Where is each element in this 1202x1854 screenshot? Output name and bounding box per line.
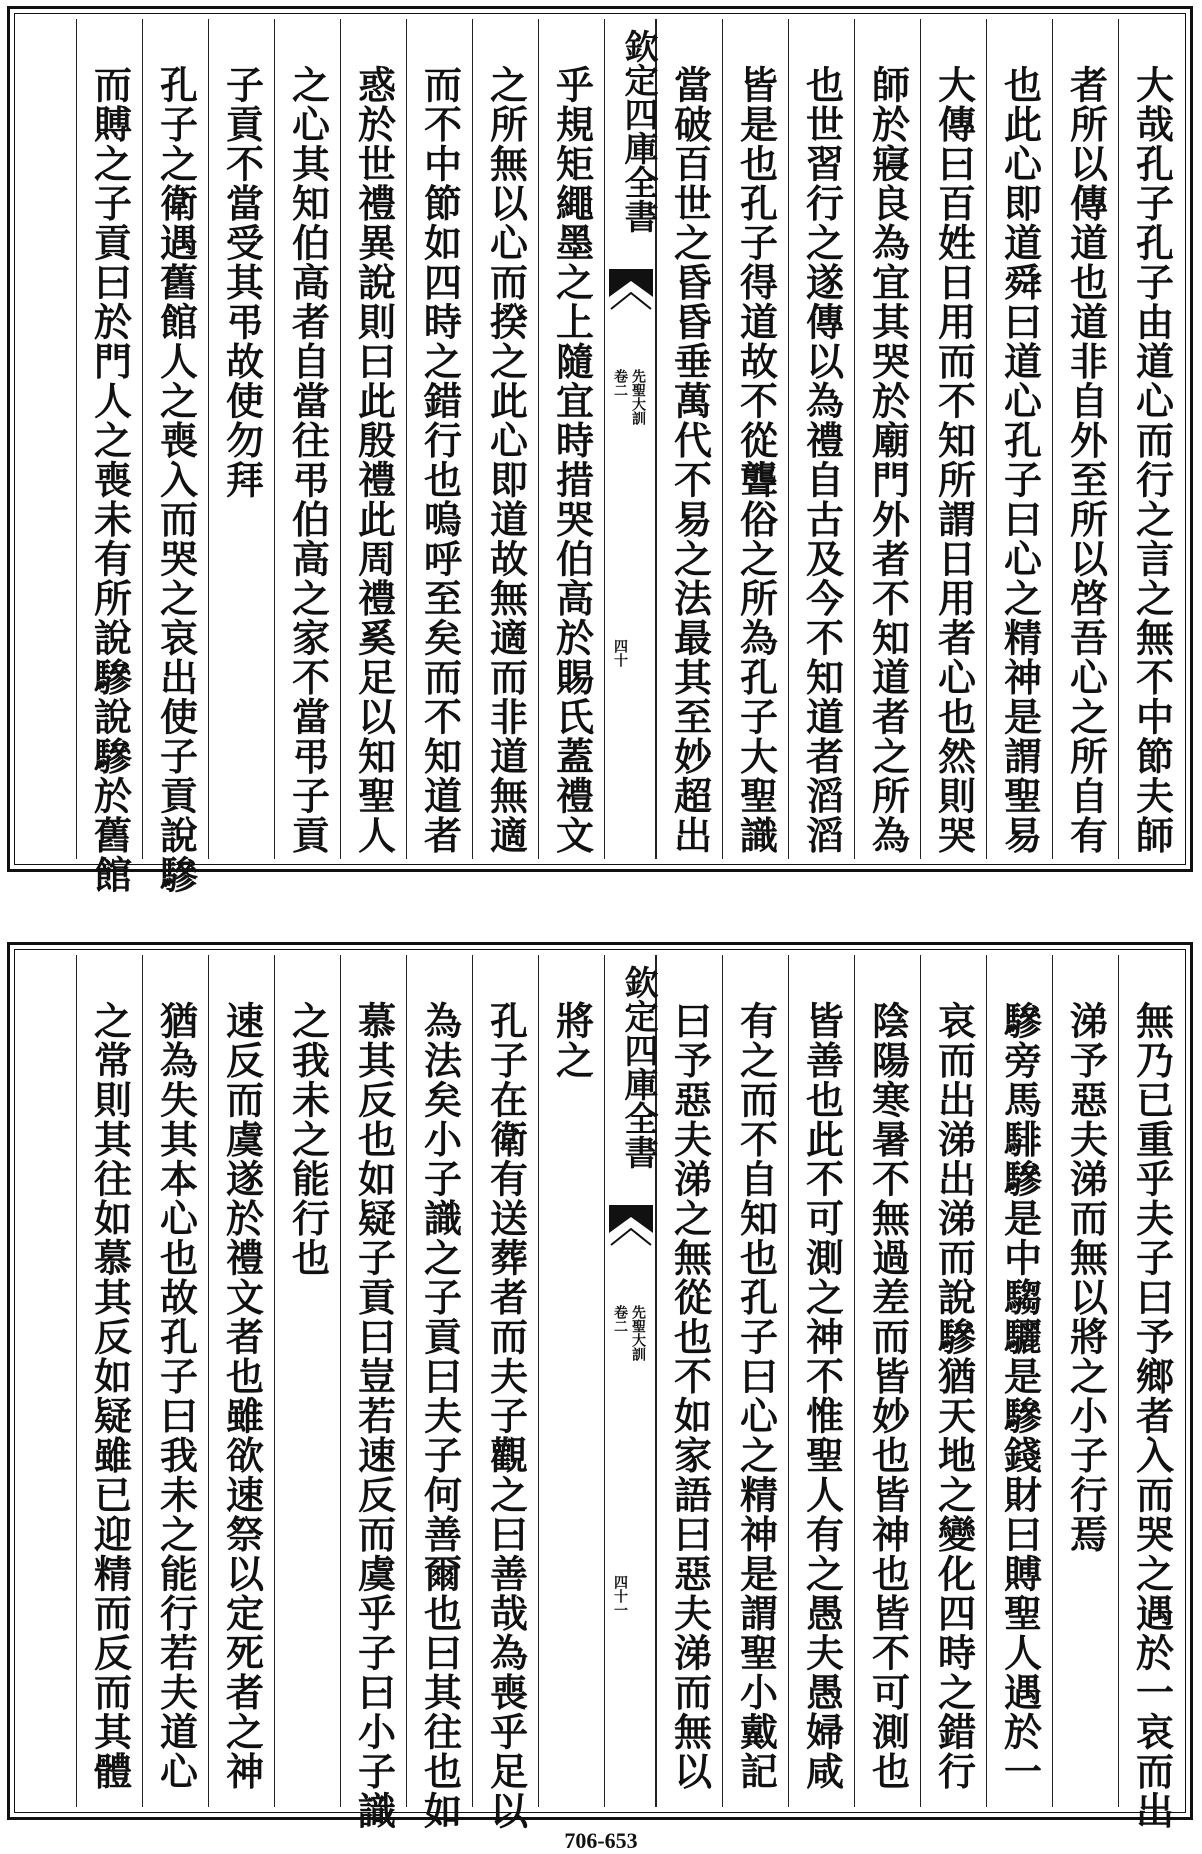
collection-title: 欽定四庫全書 (618, 29, 658, 233)
column-text: 大傳曰百姓日用而不知所謂日用者心也然則哭 (931, 65, 977, 855)
text-column (76, 955, 142, 1807)
column-text: 涕予惡夫涕而無以將之小子行焉 (1063, 1001, 1109, 1554)
column-text: 驂旁馬騑驂是中騶驪是驂錢財曰賻聖人遇於一 (997, 1001, 1043, 1791)
text-column (208, 19, 274, 859)
text-column (1118, 19, 1184, 859)
fishtail-mark-icon (609, 1205, 653, 1249)
column-text: 將之 (549, 1001, 595, 1080)
text-column (986, 955, 1052, 1807)
text-column (788, 19, 854, 859)
text-column (274, 955, 340, 1807)
book-title: 先聖大訓 (630, 369, 646, 425)
text-column (920, 19, 986, 859)
center-margin-strip (604, 19, 656, 859)
text-column (340, 955, 406, 1831)
collection-title: 欽定四庫全書 (618, 965, 658, 1169)
column-text: 孔子在衛有送葬者而夫子觀之曰善哉為喪乎足以 (483, 1001, 529, 1831)
text-column (406, 955, 472, 1831)
upper-page-block (7, 6, 1193, 895)
folio-number: 四十一 (612, 1575, 628, 1617)
text-column (656, 955, 722, 1807)
volume-label: 卷二 (612, 369, 628, 397)
column-text: 之常則其往如慕其反如疑雖已迎精而反而其體 (87, 1001, 133, 1791)
text-column (274, 19, 340, 859)
text-column (722, 19, 788, 859)
text-column (142, 19, 208, 895)
column-text: 速反而虞遂於禮文者也雖欲速祭以定死者之神 (219, 1001, 265, 1791)
lower-page-block (7, 942, 1193, 1831)
volume-label: 卷二 (612, 1305, 628, 1333)
text-column (1052, 19, 1118, 859)
column-text: 惑於世禮異說則曰此殷禮此周禮奚足以知聖人 (351, 65, 397, 855)
column-text: 師於寢良為宜其哭於廟門外者不知道者之所為 (865, 65, 911, 855)
column-text: 孔子之衛遇舊館人之喪入而哭之哀出使子貢說驂 (153, 65, 199, 895)
column-text: 慕其反也如疑子貢曰豈若速反而虞乎子曰小子識 (351, 1001, 397, 1831)
text-column (472, 955, 538, 1831)
text-column (920, 955, 986, 1807)
fishtail-mark-icon (609, 269, 653, 313)
column-text: 也世習行之遂傳以為禮自古及今不知道者滔滔 (799, 65, 845, 855)
column-text: 皆善也此不可測之神不惟聖人有之愚夫愚婦咸 (799, 1001, 845, 1791)
text-column (538, 19, 604, 859)
page-number: 706-653 (564, 1828, 638, 1853)
text-column (472, 19, 538, 859)
column-text: 大哉孔子孔子由道心而行之言之無不中節夫師 (1129, 65, 1175, 855)
column-text: 為法矣小子識之子貢曰夫子何善爾也曰其往也如 (417, 1001, 463, 1831)
text-column (208, 955, 274, 1807)
column-text: 而賻之子貢曰於門人之喪未有所說驂說驂於舊館 (87, 65, 133, 895)
text-column (76, 19, 142, 895)
text-column (1118, 955, 1184, 1831)
column-text: 之心其知伯高者自當往弔伯高之家不當弔子貢 (285, 65, 331, 855)
column-text: 者所以傳道也道非自外至所以啓吾心之所自有 (1063, 65, 1109, 855)
text-column (722, 955, 788, 1807)
center-margin-strip (604, 955, 656, 1807)
folio-number: 四十 (612, 639, 628, 667)
text-column (406, 19, 472, 859)
text-column (854, 955, 920, 1807)
column-text: 當破百世之昏昏垂萬代不易之法最其至妙超出 (667, 65, 713, 855)
text-column (788, 955, 854, 1807)
column-text: 皆是也孔子得道故不從聾俗之所為孔子大聖識 (733, 65, 779, 855)
column-text: 曰予惡夫涕之無從也不如家語曰惡夫涕而無以 (667, 1001, 713, 1791)
column-text: 陰陽寒暑不無過差而皆妙也皆神也皆不可測也 (865, 1001, 911, 1791)
text-column (142, 955, 208, 1807)
column-text: 也此心即道舜曰道心孔子曰心之精神是謂聖易 (997, 65, 1043, 855)
text-column (656, 19, 722, 859)
column-text: 子貢不當受其弔故使勿拜 (219, 65, 265, 500)
text-column (340, 19, 406, 859)
column-text: 有之而不自知也孔子曰心之精神是謂聖小戴記 (733, 1001, 779, 1791)
column-text: 乎規矩繩墨之上隨宜時措哭伯高於賜氏蓋禮文 (549, 65, 595, 855)
column-text: 猶為失其本心也故孔子曰我未之能行若夫道心 (153, 1001, 199, 1791)
text-column (538, 955, 604, 1807)
text-column (854, 19, 920, 859)
text-column (986, 19, 1052, 859)
column-text: 而不中節如四時之錯行也嗚呼至矣而不知道者 (417, 65, 463, 855)
column-text: 哀而出涕出涕而說驂猶天地之變化四時之錯行 (931, 1001, 977, 1791)
text-column (1052, 955, 1118, 1807)
book-title: 先聖大訓 (630, 1305, 646, 1361)
column-text: 之所無以心而揆之此心即道故無適而非道無適 (483, 65, 529, 855)
column-text: 之我未之能行也 (285, 1001, 331, 1278)
column-text: 無乃已重乎夫子曰予鄉者入而哭之遇於一哀而出 (1129, 1001, 1175, 1831)
